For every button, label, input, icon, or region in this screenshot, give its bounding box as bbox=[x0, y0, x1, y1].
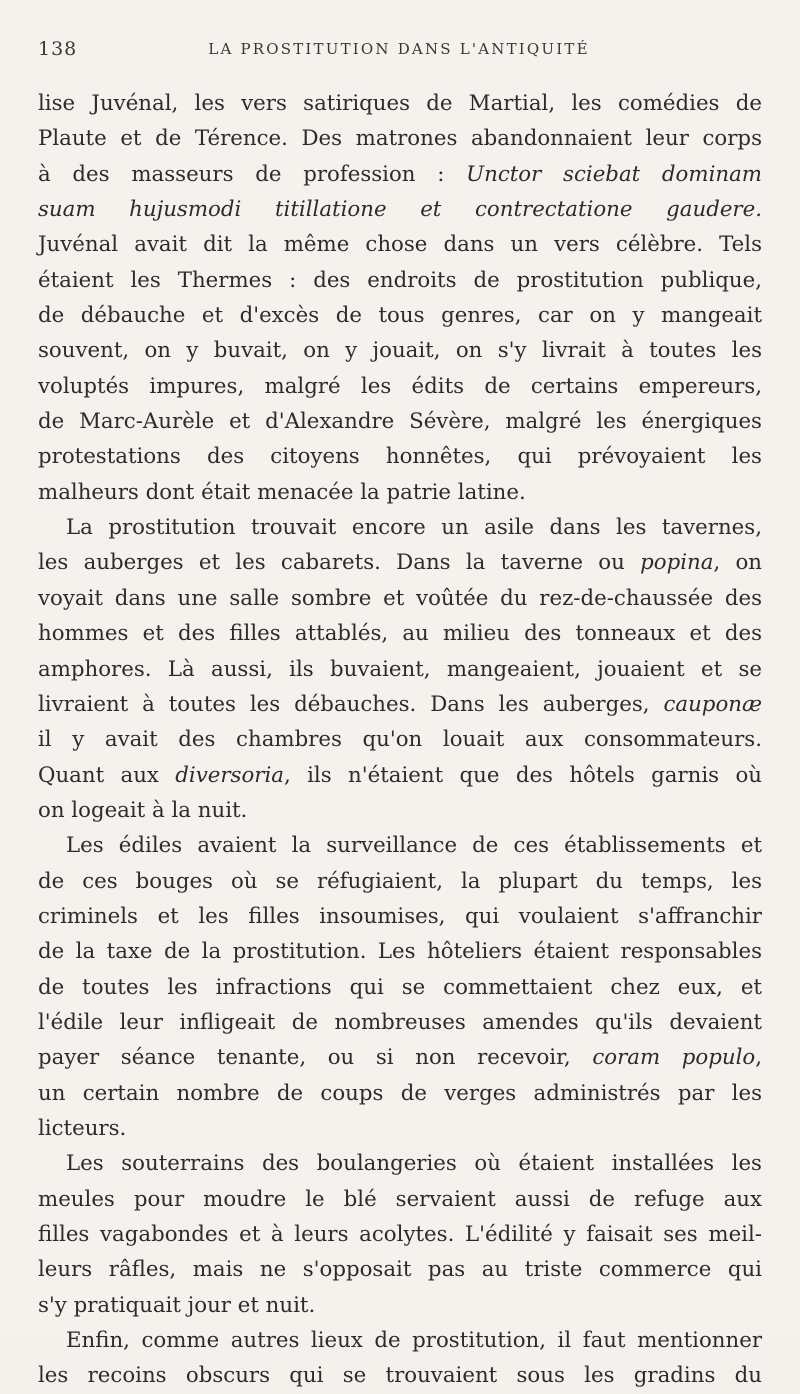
text-segment: de Marc-Aurèle et d'Alexandre Sévère, malgré les énergiques bbox=[38, 409, 762, 435]
text-segment: un certain nombre de coups de verges administrés par les bbox=[38, 1080, 762, 1106]
text-segment: les auberges et les cabarets. Dans la taverne ou bbox=[38, 550, 641, 576]
text-segment: , ils n'étaient que des hôtels garnis où bbox=[284, 762, 762, 788]
text-line bbox=[38, 793, 762, 828]
text-line bbox=[38, 864, 762, 899]
text-segment: Les souterrains des boulangeries où étaient installées les bbox=[66, 1151, 762, 1177]
text-line bbox=[38, 157, 762, 192]
body-text bbox=[38, 86, 762, 1394]
text-segment: hommes et des filles attablés, au milieu des tonneaux et des bbox=[38, 621, 762, 647]
text-segment: Enfin, comme autres lieux de prostitution, il faut mentionner bbox=[66, 1328, 762, 1354]
text-line bbox=[38, 1358, 762, 1393]
text-line bbox=[38, 899, 762, 934]
text-line bbox=[38, 1111, 762, 1146]
text-line bbox=[38, 934, 762, 969]
text-segment: La prostitution trouvait encore un asile dans les tavernes, bbox=[66, 515, 762, 541]
text-line bbox=[38, 581, 762, 616]
text-segment: lise Juvénal, les vers satiriques de Martial, les comédies de bbox=[38, 91, 762, 116]
text-segment: criminels et les filles insoumises, qui voulaient s'affranchir bbox=[38, 903, 762, 929]
text-line bbox=[38, 439, 762, 474]
text-segment: Juvénal avait dit la même chose dans un vers célèbre. Tels bbox=[38, 232, 762, 258]
text-segment: , bbox=[755, 1045, 763, 1071]
text-line bbox=[38, 687, 762, 722]
page-number: 138 bbox=[38, 38, 78, 60]
text-line bbox=[38, 970, 762, 1005]
text-segment: étaient les Thermes : des endroits de prostitution publique, bbox=[38, 267, 762, 293]
text-line bbox=[38, 1252, 762, 1287]
text-line bbox=[38, 475, 762, 510]
text-segment: protestations des citoyens honnêtes, qui prévoyaient les bbox=[38, 444, 762, 470]
text-segment: de débauche et d'excès de tous genres, car on y mangeait bbox=[38, 303, 762, 329]
text-segment: amphores. Là aussi, ils buvaient, mangeaient, jouaient et se bbox=[38, 656, 762, 682]
text-line bbox=[38, 722, 762, 757]
italic-phrase: diversoria bbox=[175, 762, 284, 788]
text-line bbox=[38, 1005, 762, 1040]
text-segment: à des masseurs de profession : bbox=[38, 161, 467, 187]
text-line bbox=[38, 510, 762, 545]
italic-phrase: Unctor sciebat dominam bbox=[466, 161, 762, 187]
text-line bbox=[38, 1040, 762, 1075]
text-segment: de toutes les infractions qui se commettaient chez eux, et bbox=[38, 974, 762, 1000]
text-segment: Plaute et de Térence. Des matrones abandonnaient leur corps bbox=[38, 126, 762, 152]
text-segment: on logeait à la nuit. bbox=[38, 797, 248, 823]
text-segment: malheurs dont était menacée la patrie latine. bbox=[38, 479, 526, 505]
text-segment: leurs râfles, mais ne s'opposait pas au triste commerce qui bbox=[38, 1257, 762, 1283]
text-segment: de ces bouges où se réfugiaient, la plupart du temps, les bbox=[38, 868, 762, 894]
text-segment: voyait dans une salle sombre et voûtée du rez-de-chaussée des bbox=[38, 585, 762, 611]
text-segment: s'y pratiquait jour et nuit. bbox=[38, 1292, 316, 1318]
text-segment: l'édile leur infligeait de nombreuses amendes qu'ils devaient bbox=[38, 1009, 762, 1035]
text-line bbox=[38, 616, 762, 651]
text-line bbox=[38, 1146, 762, 1181]
italic-phrase: cauponæ bbox=[663, 691, 762, 717]
text-line bbox=[38, 298, 762, 333]
italic-phrase: coram populo bbox=[592, 1045, 756, 1071]
text-segment: payer séance tenante, ou si non recevoir, bbox=[38, 1045, 593, 1071]
text-segment: de la taxe de la prostitution. Les hôteliers étaient responsables bbox=[38, 939, 762, 965]
text-segment: livraient à toutes les débauches. Dans les auberges, bbox=[38, 691, 664, 717]
text-line bbox=[38, 828, 762, 863]
text-line bbox=[38, 758, 762, 793]
running-title: LA PROSTITUTION DANS L'ANTIQUITÉ bbox=[208, 40, 590, 58]
running-head bbox=[38, 38, 760, 64]
text-segment: meules pour moudre le blé servaient aussi de refuge aux bbox=[38, 1186, 762, 1212]
text-segment: souvent, on y buvait, on y jouait, on s'y livrait à toutes les bbox=[38, 338, 762, 364]
text-line bbox=[38, 227, 762, 262]
text-line bbox=[38, 652, 762, 687]
text-line bbox=[38, 121, 762, 156]
text-line bbox=[38, 1076, 762, 1111]
text-segment: voluptés impures, malgré les édits de certains empereurs, bbox=[38, 373, 762, 399]
text-segment: les recoins obscurs qui se trouvaient sous les gradins du bbox=[38, 1363, 762, 1389]
text-segment: Les édiles avaient la surveillance de ces établissements et bbox=[66, 833, 762, 859]
text-line bbox=[38, 1217, 762, 1252]
text-segment: licteurs. bbox=[38, 1115, 127, 1141]
text-line bbox=[38, 192, 762, 227]
text-line bbox=[38, 1288, 762, 1323]
text-line bbox=[38, 86, 762, 121]
text-line bbox=[38, 545, 762, 580]
text-line bbox=[38, 1182, 762, 1217]
text-segment: Quant aux bbox=[38, 762, 176, 788]
text-line bbox=[38, 369, 762, 404]
italic-phrase: popina bbox=[640, 550, 714, 576]
italic-phrase: suam hujusmodi titillatione et contrectatione gaudere. bbox=[38, 197, 762, 223]
text-segment: il y avait des chambres qu'on louait aux consommateurs. bbox=[38, 727, 762, 753]
text-segment: , on bbox=[713, 550, 762, 576]
text-line bbox=[38, 1323, 762, 1358]
text-line bbox=[38, 404, 762, 439]
text-line bbox=[38, 263, 762, 298]
text-line bbox=[38, 333, 762, 368]
text-segment: filles vagabondes et à leurs acolytes. L'édilité y faisait ses meil- bbox=[38, 1222, 762, 1247]
